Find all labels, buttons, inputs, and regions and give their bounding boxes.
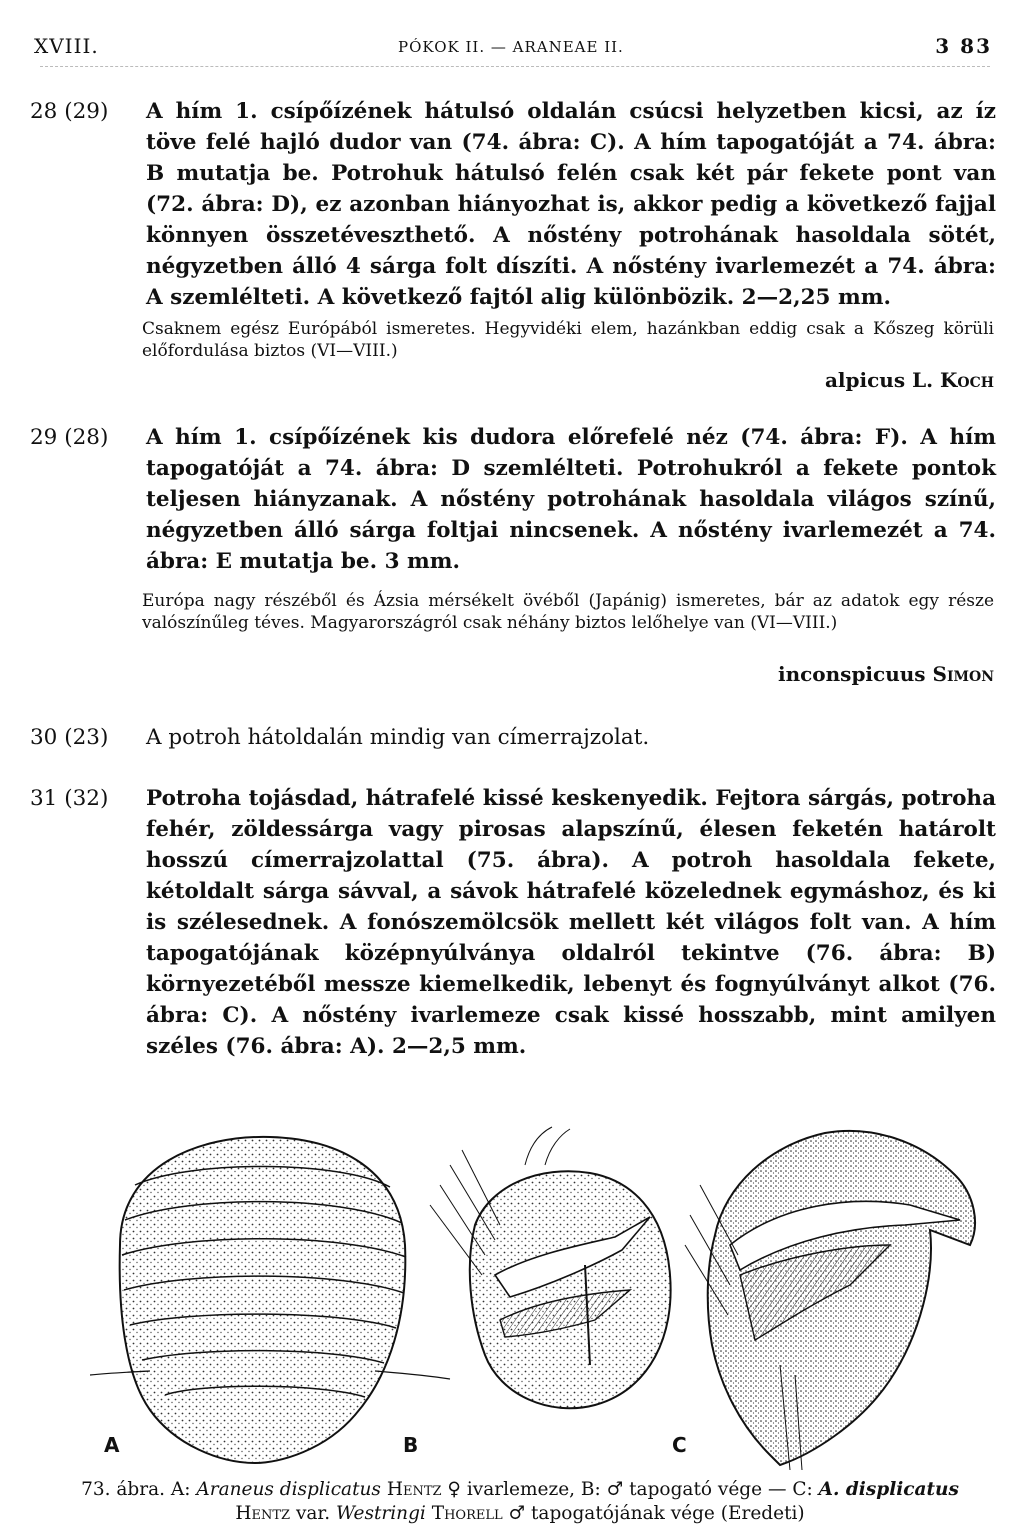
running-header bbox=[34, 34, 992, 62]
entry-text: A hím 1. csípőízének hátulsó oldalán csúcsi helyzetben kicsi, az íz töve felé hajló dudor van (74. ábra: C). A hím tapogatóját a 74. ábra: B mutatja be. Potrohuk hátulsó felén csak két pár fekete pont van (72. ábra: D), ez azonban hiányozhat is, akkor pedig a következő fajjal könnyen összetéveszthető. A nőstény potrohának hasoldala sötét, négyzetben álló 4 sárga folt díszíti. A nőstény ivarlemezét a 74. ábra: A szemlélteti. A következő fajtól alig különbözik. 2—2,25 mm. bbox=[146, 99, 996, 310]
species-author: Simon bbox=[932, 662, 994, 686]
caption-part-a-label: A: bbox=[170, 1479, 191, 1500]
species-epithet: inconspicuus bbox=[777, 662, 926, 686]
caption-part-c-label: C: bbox=[792, 1479, 813, 1500]
figure-a-epigyne-drawing bbox=[90, 1137, 450, 1463]
chapter-number: XVIII. bbox=[34, 34, 99, 58]
species-author: L. Koch bbox=[912, 368, 994, 392]
species-name bbox=[825, 368, 994, 392]
figure-label-a: A bbox=[104, 1433, 120, 1457]
species-epithet: alpicus bbox=[824, 368, 906, 392]
caption-text: tapogató vége — bbox=[629, 1479, 787, 1500]
caption-species-name: A. displicatus bbox=[818, 1479, 959, 1500]
caption-author: Hentz bbox=[235, 1503, 291, 1524]
distribution-text: Európa nagy részéből és Ázsia mérsékelt övéből (Japánig) ismeretes, bár az adatok egy része valószínűleg téves. Magyarországról csak néhány biztos lelőhelye van (VI—VIII.) bbox=[142, 591, 994, 633]
caption-text: ivarlemeze, bbox=[466, 1479, 576, 1500]
page-number: 3 83 bbox=[935, 34, 992, 58]
caption-author: Hentz bbox=[386, 1479, 442, 1500]
distribution-text: Csaknem egész Európából ismeretes. Hegyvidéki elem, hazánkban eddig csak a Kőszeg körüli előfordulása biztos (VI—VIII.) bbox=[142, 319, 994, 361]
species-name bbox=[778, 662, 994, 686]
caption-variety-name: Westringi bbox=[336, 1503, 426, 1524]
figure-73 bbox=[90, 1125, 980, 1475]
running-title: PÓKOK II. — ARANEAE II. bbox=[398, 38, 624, 56]
header-rule bbox=[40, 66, 990, 67]
caption-author: Thorell bbox=[431, 1503, 503, 1524]
figure-label-c: C bbox=[672, 1433, 687, 1457]
entry-number: 28 (29) bbox=[30, 99, 109, 124]
entry-text: A hím 1. csípőízének kis dudora előrefelé néz (74. ábra: F). A hím tapogatóját a 74. ábra: D szemlélteti. Potrohukról a fekete pontok teljesen hiányzanak. A nőstény potrohának hasoldala világos színű, négyzetben álló sárga foltjai nincsenek. A nőstény ivarlemezét a 74. ábra: E mutatja be. 3 mm. bbox=[146, 425, 996, 574]
entry-number: 29 (28) bbox=[30, 425, 109, 450]
figure-illustration bbox=[90, 1125, 980, 1475]
figure-c-palp-drawing bbox=[685, 1131, 975, 1470]
entry-text: Potroha tojásdad, hátrafelé kissé keskenyedik. Fejtora sárgás, potroha fehér, zöldessárga vagy pirosas alapszínű, élesen feketén határolt hosszú címerrajzolattal (75. ábra). A potroh hasoldala fekete, kétoldalt sárga sávval, a sávok hátrafelé közelednek egymáshoz, és ki is szélesednek. A fonószemölcsök mellett két világos folt van. A hím tapogatójának középnyúlványa oldalról tekintve (76. ábra: B) környezetéből messze kiemelkedik, lebenyt és fognyúlványt alkot (76. ábra: C). A nőstény ivarlemeze csak kissé hosszabb, mint amilyen széles (76. ábra: A). 2—2,5 mm. bbox=[146, 786, 996, 1059]
entry-number: 30 (23) bbox=[30, 725, 109, 750]
caption-figure-number: 73. ábra. bbox=[81, 1479, 165, 1500]
female-symbol-icon: ♀ bbox=[447, 1479, 461, 1500]
caption-species-name: Araneus displicatus bbox=[196, 1479, 381, 1500]
caption-text: tapogatójának vége (Eredeti) bbox=[531, 1503, 805, 1524]
entry-number: 31 (32) bbox=[30, 786, 109, 811]
caption-text: var. bbox=[295, 1503, 331, 1524]
male-symbol-icon: ♂ bbox=[606, 1479, 624, 1500]
figure-b-palp-drawing bbox=[430, 1127, 671, 1408]
figure-label-b: B bbox=[403, 1433, 419, 1457]
male-symbol-icon: ♂ bbox=[508, 1503, 526, 1524]
entry-text: A potroh hátoldalán mindig van címerrajzolat. bbox=[146, 725, 650, 750]
figure-caption bbox=[60, 1478, 980, 1526]
caption-part-b-label: B: bbox=[580, 1479, 601, 1500]
